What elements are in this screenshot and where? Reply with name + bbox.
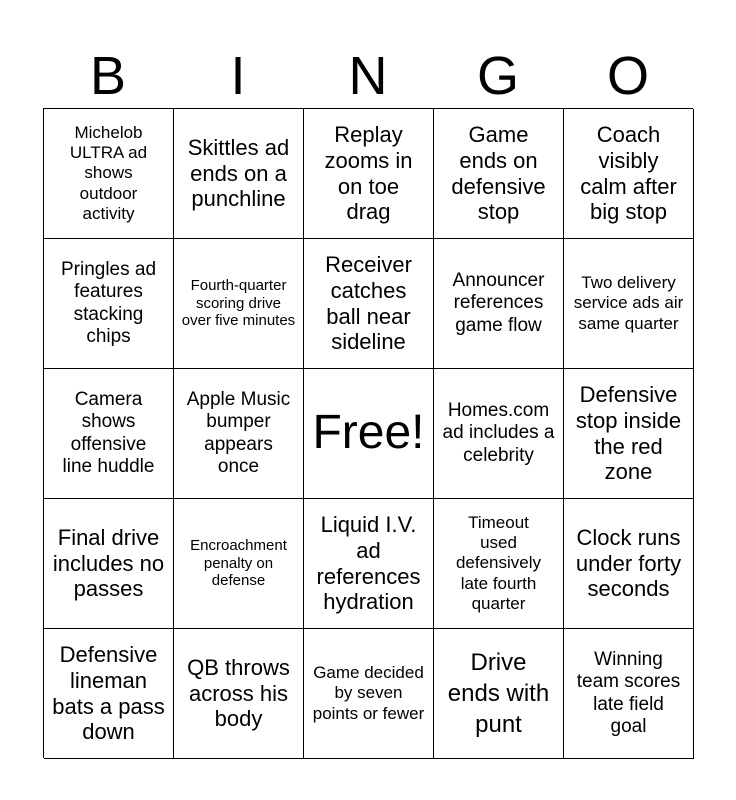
bingo-cell-text: Defensive lineman bats a pass down: [52, 641, 165, 745]
bingo-cell-text: Clock runs under forty seconds: [575, 524, 682, 602]
bingo-card-grid: [43, 108, 693, 758]
bingo-cell-text: Liquid I.V. ad references hydration: [316, 511, 421, 615]
bingo-cell-text: Fourth-quarter scoring drive over five minutes: [181, 276, 296, 330]
bingo-cell[interactable]: [174, 629, 304, 759]
bingo-cell[interactable]: [304, 239, 434, 369]
bingo-cell-text: Skittles ad ends on a punchline: [187, 134, 290, 212]
bingo-cell[interactable]: [564, 109, 694, 239]
bingo-cell[interactable]: [44, 369, 174, 499]
bingo-cell-text: Winning team scores late field goal: [576, 648, 681, 737]
bingo-cell-text: Announcer references game flow: [452, 269, 545, 336]
bingo-cell[interactable]: [564, 499, 694, 629]
header-letter-g: G: [476, 46, 519, 106]
bingo-cell-text: Final drive includes no passes: [52, 524, 165, 602]
bingo-cell[interactable]: [174, 239, 304, 369]
bingo-cell-text: Receiver catches ball near sideline: [325, 251, 412, 355]
bingo-cell[interactable]: [434, 239, 564, 369]
bingo-cell-text: Replay zooms in on toe drag: [324, 121, 413, 225]
bingo-cell free-space[interactable]: [304, 369, 434, 499]
bingo-cell-text: QB throws across his body: [187, 654, 290, 732]
bingo-cell-text: Pringles ad features stacking chips: [60, 258, 157, 347]
bingo-header: [43, 44, 693, 108]
bingo-cell[interactable]: [44, 629, 174, 759]
bingo-cell[interactable]: [434, 369, 564, 499]
bingo-cell[interactable]: [434, 109, 564, 239]
free-space-text: Free!: [312, 406, 425, 460]
bingo-cell-text: Timeout used defensively late fourth quarter: [455, 513, 542, 613]
bingo-cell[interactable]: [174, 369, 304, 499]
bingo-cell[interactable]: [564, 629, 694, 759]
bingo-cell-text: Coach visibly calm after big stop: [580, 121, 677, 225]
bingo-cell[interactable]: [44, 499, 174, 629]
bingo-cell-text: Camera shows offensive line huddle: [62, 388, 155, 477]
bingo-cell[interactable]: [564, 239, 694, 369]
bingo-cell[interactable]: [304, 499, 434, 629]
bingo-cell[interactable]: [434, 499, 564, 629]
bingo-cell-text: Game decided by seven points or fewer: [312, 663, 425, 723]
bingo-cell-text: Apple Music bumper appears once: [186, 388, 291, 477]
bingo-cell[interactable]: [44, 109, 174, 239]
bingo-cell-text: Game ends on defensive stop: [451, 121, 546, 225]
bingo-cell[interactable]: [174, 499, 304, 629]
bingo-cell[interactable]: [564, 369, 694, 499]
bingo-cell-text: Two delivery service ads air same quarter: [573, 273, 684, 333]
bingo-cell[interactable]: [434, 629, 564, 759]
header-letter-i: I: [230, 46, 246, 106]
header-letter-o: O: [606, 46, 649, 106]
bingo-cell-text: Homes.com ad includes a celebrity: [442, 399, 555, 466]
bingo-cell[interactable]: [304, 629, 434, 759]
bingo-cell[interactable]: [174, 109, 304, 239]
bingo-cell[interactable]: [44, 239, 174, 369]
bingo-cell-text: Encroachment penalty on defense: [190, 536, 287, 590]
header-letter-b: B: [89, 46, 127, 106]
bingo-cell-text: Drive ends with punt: [447, 648, 550, 739]
bingo-cell-text: Defensive stop inside the red zone: [575, 381, 682, 485]
header-letter-n: N: [348, 46, 388, 106]
bingo-cell-text: Michelob ULTRA ad shows outdoor activity: [69, 123, 148, 223]
bingo-cell[interactable]: [304, 109, 434, 239]
